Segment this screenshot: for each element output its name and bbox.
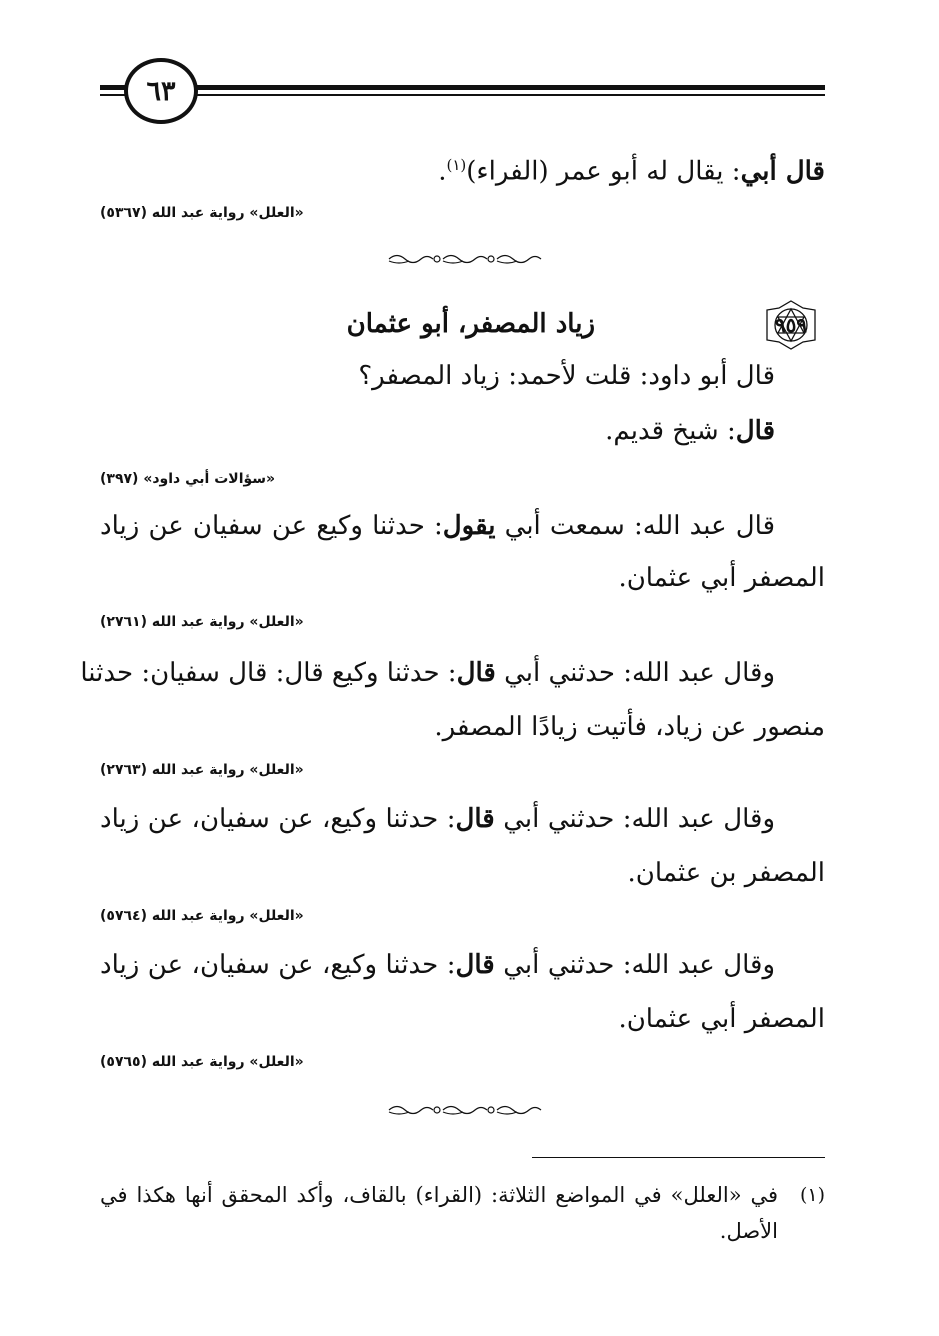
footnote-reference[interactable]: (١) [446, 156, 467, 174]
para-4-text-b: : حدثنا وكيع، عن سفيان، عن زياد [100, 804, 456, 834]
top-line-speaker: قال أبي [740, 156, 825, 187]
para-4-text-a: وقال عبد الله: حدثني أبي [494, 804, 775, 834]
para-2-line-2: المصفر أبي عثمان. [618, 563, 825, 593]
ornament-divider-icon [385, 1103, 555, 1117]
para-4-line-2: المصفر بن عثمان. [627, 858, 825, 888]
top-line-tail: . [438, 156, 447, 187]
para-5-text-b: : حدثنا وكيع، عن سفيان، عن زياد [100, 950, 456, 980]
source-citation-1: «العلل» رواية عبد الله (٥٣٦٧) [100, 205, 304, 221]
source-citation-4: «العلل» رواية عبد الله (٢٧٦٣) [100, 762, 304, 778]
para-1-line-2 [100, 409, 775, 453]
para-1-bold: قال [735, 416, 775, 446]
header-rule-thick [100, 85, 825, 90]
para-4-bold: قال [455, 804, 495, 834]
footnote-marker: (١) [799, 1184, 825, 1206]
para-3-text-a: وقال عبد الله: حدثني أبي [495, 658, 775, 688]
footnote-line-1: في «العلل» في المواضع الثلاثة: (القراء) بالقاف، وأكد المحقق أنها هكذا في [100, 1183, 778, 1207]
para-3-line-1 [80, 651, 775, 695]
source-citation-2: «سؤالات أبي داود» (٣٩٧) [100, 471, 276, 487]
para-2-text-b: : حدثنا وكيع عن سفيان عن زياد [100, 511, 443, 541]
source-citation-3: «العلل» رواية عبد الله (٢٧٦١) [100, 614, 304, 630]
para-2-bold: يقول [442, 511, 496, 541]
footnote-line-2: الأصل. [719, 1219, 778, 1243]
para-2-line-1 [100, 504, 775, 548]
top-line-text: : يقال له أبو عمر (الفراء) [466, 156, 741, 187]
para-3-text-b: : حدثنا وكيع قال: قال سفيان: حدثنا [80, 658, 457, 688]
header-rule-thin [100, 94, 825, 96]
para-3-line-2: منصور عن زياد، فأتيت زيادًا المصفر. [434, 712, 825, 742]
para-2-text-a: قال عبد الله: سمعت أبي [495, 511, 776, 541]
entry-title: زياد المصفر، أبو عثمان [346, 309, 595, 339]
para-1-rest: : شيخ قديم. [605, 416, 736, 446]
para-4-line-1 [100, 797, 775, 841]
para-1-line-1: قال أبو داود: قلت لأحمد: زياد المصفر؟ [358, 361, 775, 391]
ornament-divider-icon [385, 252, 555, 266]
para-3-bold: قال [456, 658, 496, 688]
para-5-line-1 [100, 943, 775, 987]
para-5-text-a: وقال عبد الله: حدثني أبي [494, 950, 775, 980]
para-5-bold: قال [455, 950, 495, 980]
top-line [100, 143, 825, 194]
para-5-line-2: المصفر أبي عثمان. [618, 1004, 825, 1034]
footnote-rule [532, 1157, 825, 1158]
page-number: ٦٣ [124, 58, 198, 124]
source-citation-6: «العلل» رواية عبد الله (٥٧٦٥) [100, 1054, 304, 1070]
source-citation-5: «العلل» رواية عبد الله (٥٧٦٤) [100, 908, 304, 924]
entry-number: ٩٥٩ [774, 313, 808, 337]
